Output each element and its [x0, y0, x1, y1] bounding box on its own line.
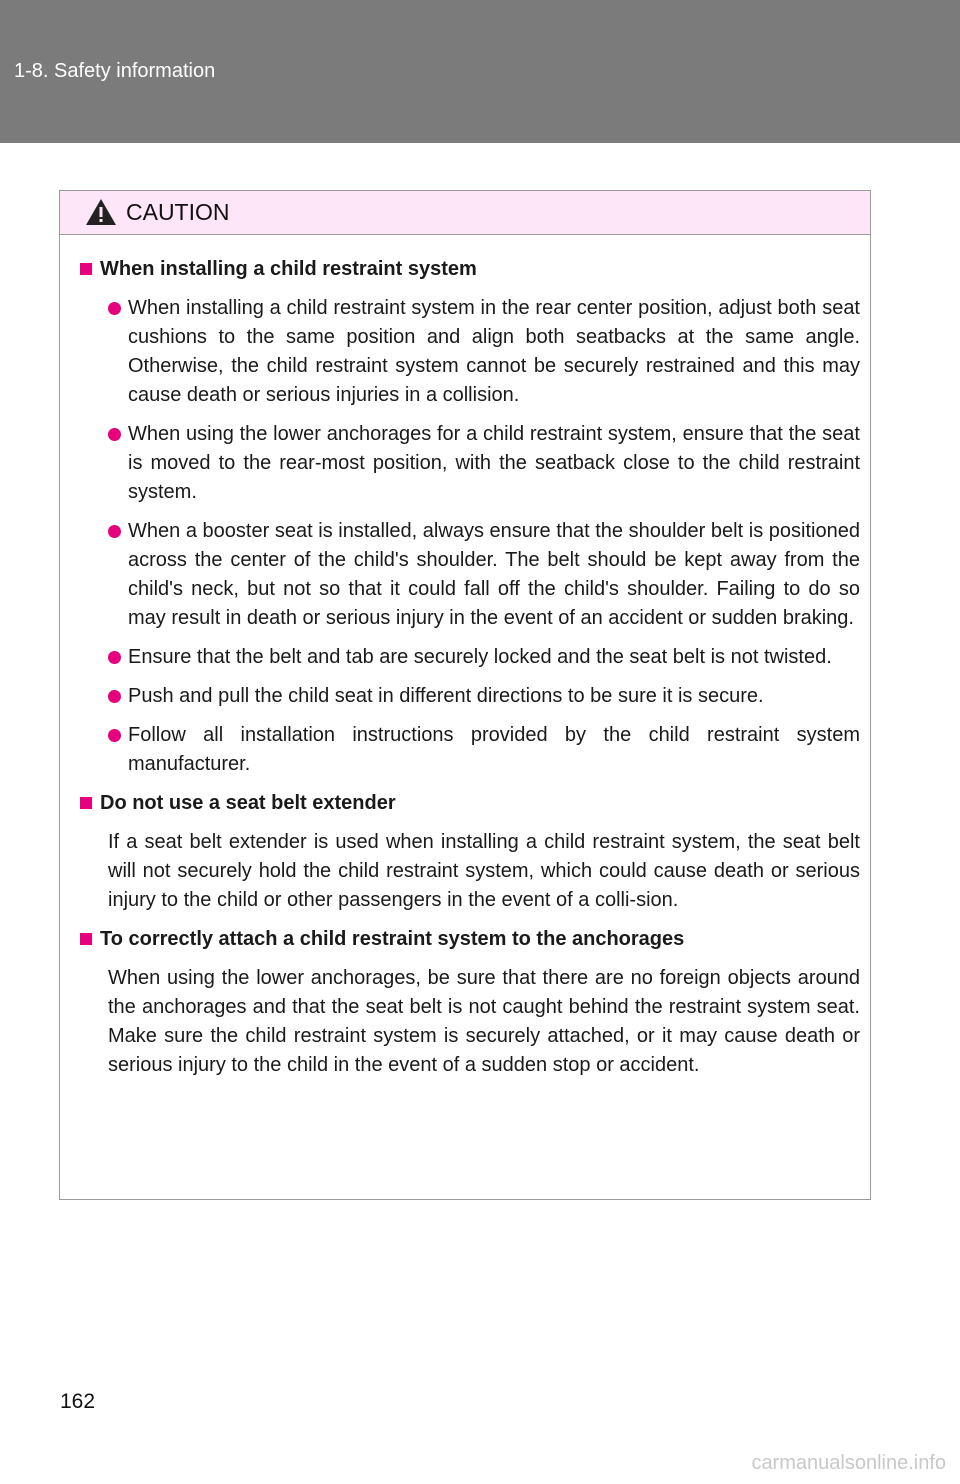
- section-heading: When installing a child restraint system: [80, 255, 860, 284]
- circle-bullet-icon: [108, 651, 121, 664]
- caution-body: [60, 235, 870, 1080]
- list-item: When using the lower anchorages for a child restraint system, ensure that the seat is moved to the rear-most position, with the seatback close to the child restraint system.: [80, 420, 860, 507]
- circle-bullet-icon: [108, 428, 121, 441]
- circle-bullet-icon: [108, 525, 121, 538]
- square-bullet-icon: [80, 797, 92, 809]
- circle-bullet-icon: [108, 690, 121, 703]
- watermark: carmanualsonline.info: [751, 1452, 946, 1474]
- page-number: 162: [60, 1390, 96, 1413]
- circle-bullet-icon: [108, 302, 121, 315]
- section-heading: To correctly attach a child restraint system to the anchorages: [80, 925, 860, 954]
- list-item: When installing a child restraint system in the rear center position, adjust both seat cushions to the same position and align both seatbacks at the same angle. Otherwise, the child restraint system cannot be securely restrained and this may cause death or serious injuries in a collision.: [80, 294, 860, 410]
- circle-bullet-icon: [108, 729, 121, 742]
- section-paragraph: If a seat belt extender is used when installing a child restraint system, the seat belt will not securely hold the child restraint system, which could cause death or serious injury to the child or other passengers in the event of a colli-sion.: [108, 831, 860, 911]
- list-item: Push and pull the child seat in different directions to be sure it is secure.: [80, 682, 860, 711]
- section-paragraph: When using the lower anchorages, be sure that there are no foreign objects around the anchorages and that the seat belt is not caught behind the restraint system seat. Make sure the child restraint system is securely attached, or it may cause death or serious injury to the child in the event of a sudden stop or accident.: [108, 967, 860, 1076]
- caution-title: CAUTION: [126, 199, 230, 225]
- section-heading: Do not use a seat belt extender: [80, 789, 860, 818]
- list-item: Follow all installation instructions provided by the child restraint system manufacturer.: [80, 721, 860, 779]
- list-item: When a booster seat is installed, always ensure that the shoulder belt is positioned across the center of the child's shoulder. The belt should be kept away from the child's neck, but not so that it could fall off the child's shoulder. Failing to do so may result in death or serious injury in the event of an accident or sudden braking.: [80, 517, 860, 633]
- caution-header: [60, 191, 870, 235]
- square-bullet-icon: [80, 933, 92, 945]
- section-title: 1-8. Safety information: [14, 60, 216, 82]
- square-bullet-icon: [80, 263, 92, 275]
- warning-triangle-icon: [85, 198, 117, 226]
- page-header: [0, 0, 960, 143]
- list-item: Ensure that the belt and tab are securely locked and the seat belt is not twisted.: [80, 643, 860, 672]
- caution-box: [59, 190, 871, 1200]
